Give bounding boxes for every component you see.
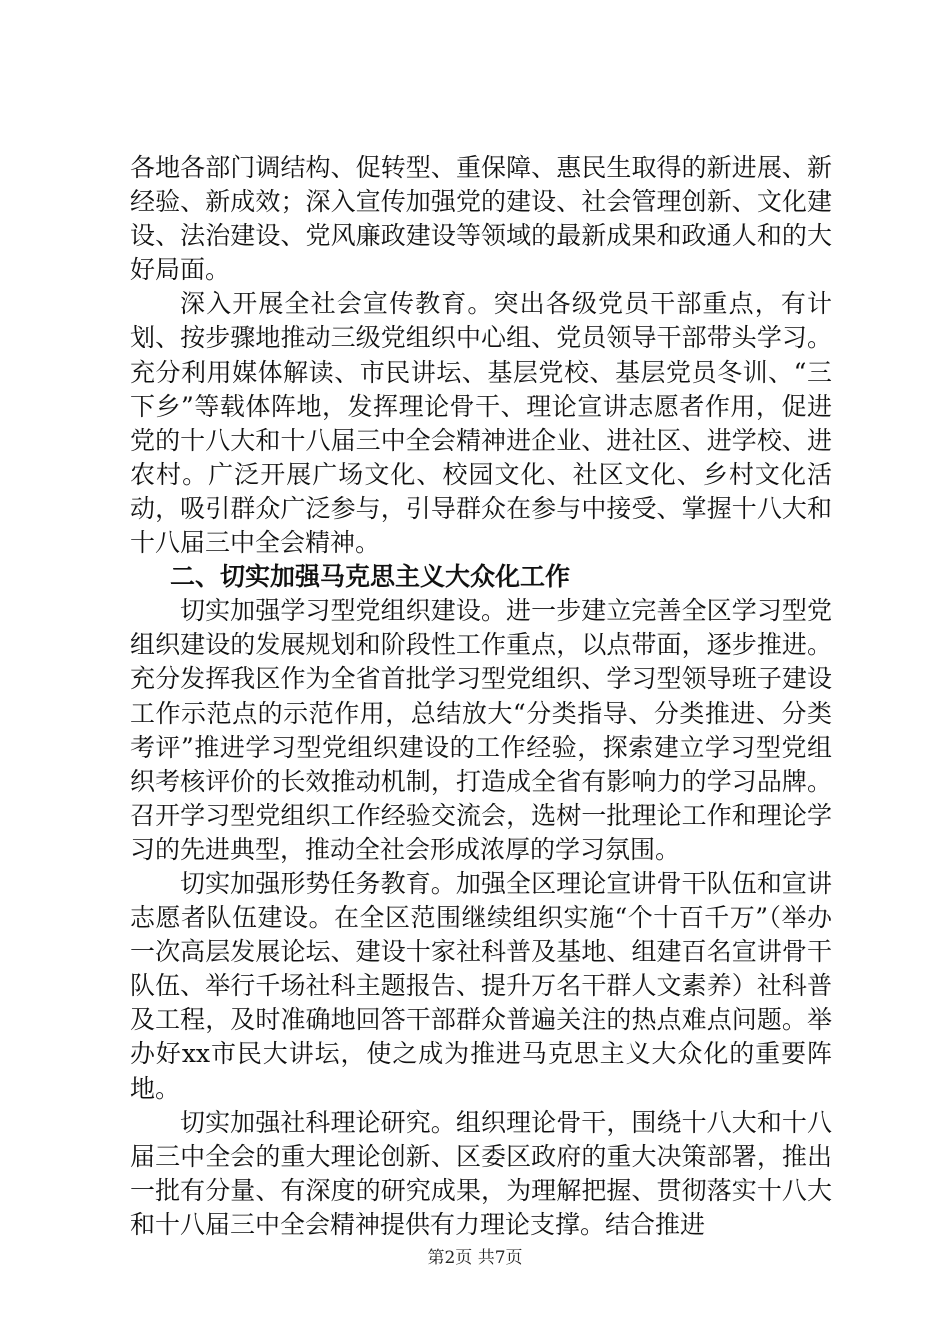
body-paragraph: 切实加强社科理论研究。组织理论骨干，围绕十八大和十八届三中全会的重大理论创新、区委区政府的重大决策部署，推出一批有分量、有深度的研究成果，为理解把握、贯彻落实十八大和十八届三中全会精神提供有力理论支撑。结合推进 xyxy=(130,1107,832,1239)
document-body xyxy=(130,151,832,1242)
section-heading: 二、切实加强马克思主义大众化工作 xyxy=(170,562,571,592)
body-paragraph-continuation: 各地各部门调结构、促转型、重保障、惠民生取得的新进展、新经验、新成效；深入宣传加强党的建设、社会管理创新、文化建设、法治建设、党风廉政建设等领域的最新成果和政通人和的大好局面。 xyxy=(130,153,832,285)
page-number-footer: 第2页 共7页 xyxy=(427,1248,523,1268)
body-paragraph: 切实加强形势任务教育。加强全区理论宣讲骨干队伍和宣讲志愿者队伍建设。在全区范围继续组织实施“个十百千万”（举办一次高层发展论坛、建设十家社科普及基地、组建百名宣讲骨干队伍、举行千场社科主题报告、提升万名干群人文素养）社科普及工程，及时准确地回答干部群众普遍关注的热点难点问题。举办好xx市民大讲坛，使之成为推进马克思主义大众化的重要阵地。 xyxy=(130,868,832,1103)
body-paragraph: 切实加强学习型党组织建设。进一步建立完善全区学习型党组织建设的发展规划和阶段性工作重点，以点带面，逐步推进。充分发挥我区作为全省首批学习型党组织、学习型领导班子建设工作示范点的示范作用，总结放大“分类指导、分类推进、分类考评”推进学习型党组织建设的工作经验，探索建立学习型党组织考核评价的长效推动机制，打造成全省有影响力的学习品牌。召开学习型党组织工作经验交流会，选树一批理论工作和理论学习的先进典型，推动全社会形成浓厚的学习氛围。 xyxy=(130,596,832,864)
body-paragraph: 深入开展全社会宣传教育。突出各级党员干部重点，有计划、按步骤地推动三级党组织中心组、党员领导干部带头学习。充分利用媒体解读、市民讲坛、基层党校、基层党员冬训、“三下乡”等载体阵地，发挥理论骨干、理论宣讲志愿者作用，促进党的十八大和十八届三中全会精神进企业、进社区、进学校、进农村。广泛开展广场文化、校园文化、社区文化、乡村文化活动，吸引群众广泛参与，引导群众在参与中接受、掌握十八大和十八届三中全会精神。 xyxy=(130,289,832,558)
